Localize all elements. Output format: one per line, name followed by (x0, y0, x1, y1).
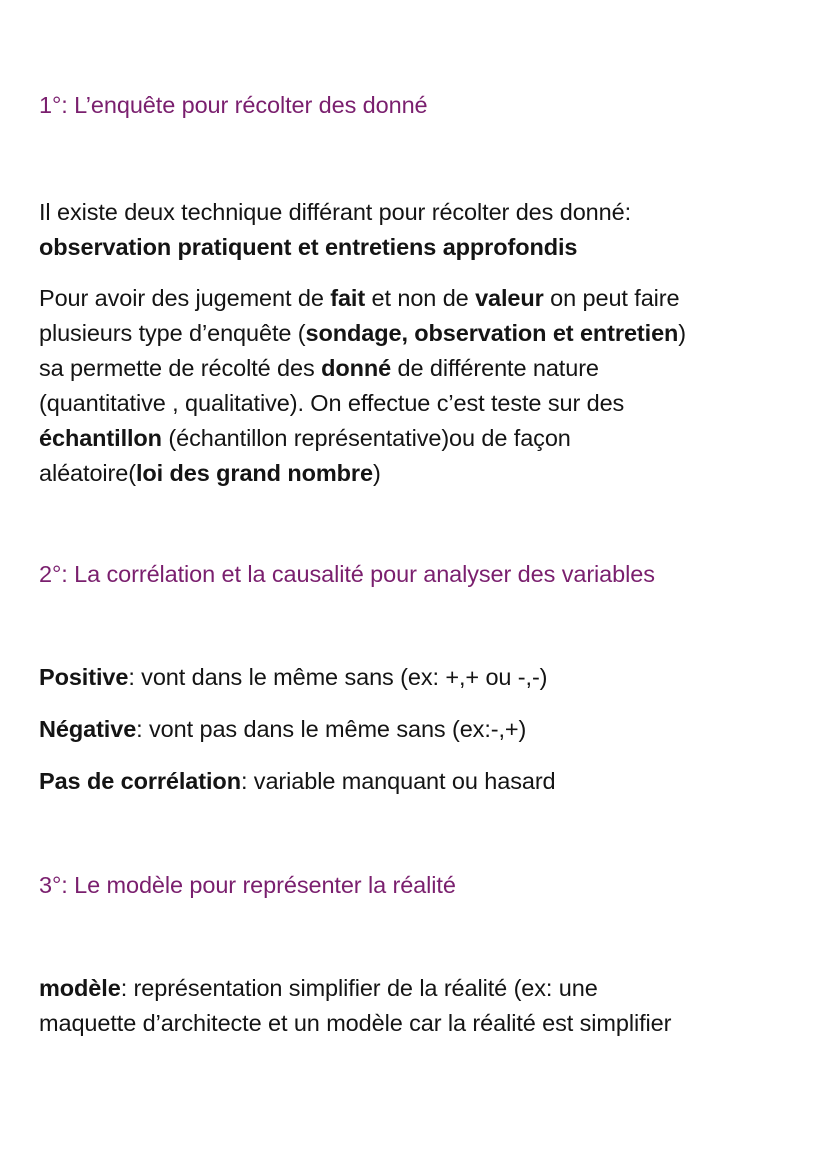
definition: : vont dans le même sans (ex: +,+ ou -,-) (128, 664, 548, 690)
section-1-heading: 1°: L’enquête pour récolter des donné (39, 92, 428, 118)
bold-term: valeur (475, 285, 544, 311)
correlation-item (39, 660, 799, 695)
section-1-intro (39, 195, 799, 265)
text: plusieurs type d’enquête ( (39, 320, 306, 346)
text: et non de (365, 285, 476, 311)
text-line: (quantitative , qualitative). On effectue c’est teste sur des (39, 390, 625, 416)
bold-term: fait (330, 285, 366, 311)
text: on peut faire (543, 285, 680, 311)
correlation-item (39, 764, 799, 799)
model-definition (39, 971, 799, 1041)
correlation-item (39, 712, 799, 747)
section-3-heading: 3°: Le modèle pour représenter la réalité (39, 872, 456, 898)
intro-line: Il existe deux technique différant pour récolter des donné: (39, 199, 631, 225)
term: modèle (39, 975, 121, 1001)
text: de différente nature (391, 355, 599, 381)
text: Pour avoir des jugement de (39, 285, 331, 311)
text: sa permette de récolté des (39, 355, 322, 381)
text: ) (678, 320, 687, 346)
term: Positive (39, 664, 129, 690)
text: aléatoire( (39, 460, 136, 486)
text: (échantillon représentative)ou de façon (161, 425, 571, 451)
bold-term: loi des grand nombre (135, 460, 373, 486)
section-1-paragraph (39, 281, 799, 491)
bold-term: donné (321, 355, 392, 381)
bold-term: échantillon (39, 425, 162, 451)
term: Pas de corrélation (39, 768, 241, 794)
section-2-heading: 2°: La corrélation et la causalité pour analyser des variables (39, 561, 655, 587)
intro-bold-line: observation pratiquent et entretiens approfondis (39, 234, 578, 260)
term: Négative (39, 716, 137, 742)
definition-line: maquette d’architecte et un modèle car la réalité est simplifier (39, 1010, 672, 1036)
definition: : vont pas dans le même sans (ex:-,+) (136, 716, 527, 742)
text: ) (372, 460, 381, 486)
bold-term: sondage, observation et entretien (305, 320, 679, 346)
definition: : variable manquant ou hasard (240, 768, 556, 794)
definition: : représentation simplifier de la réalité (ex: une (120, 975, 598, 1001)
